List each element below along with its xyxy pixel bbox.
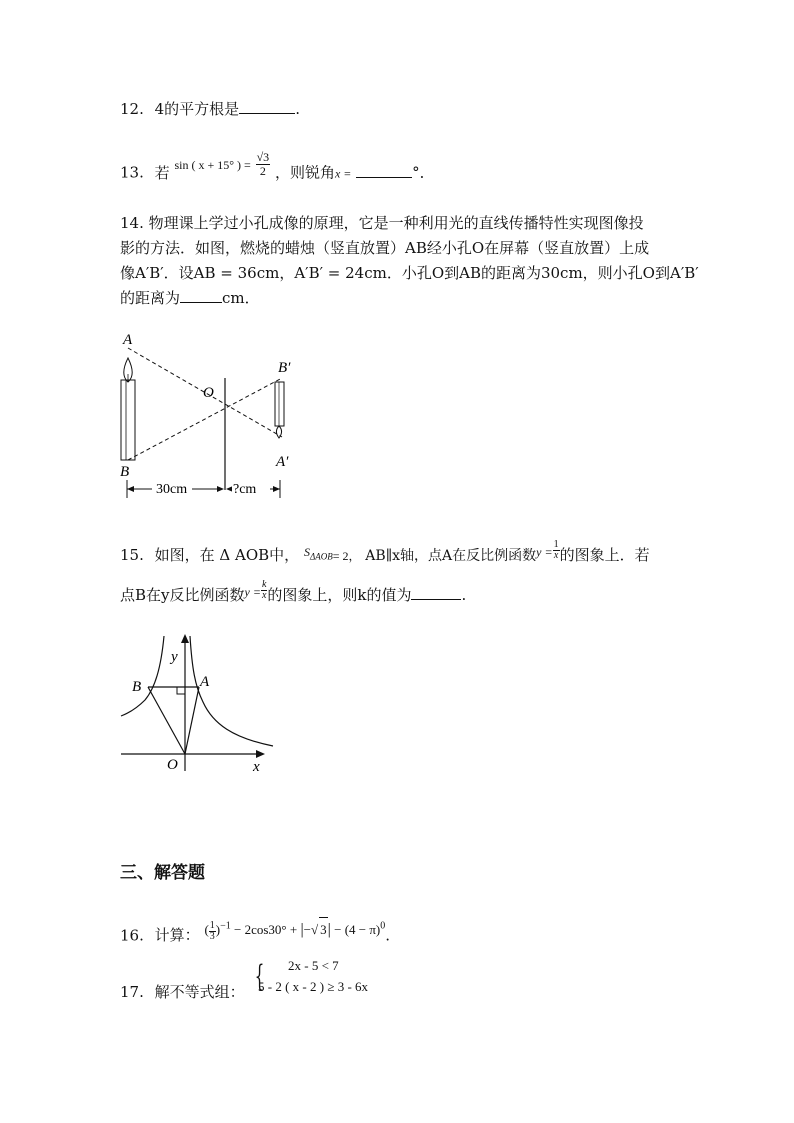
label-origin: O [167,757,178,773]
q14-line-1 [120,211,700,236]
func2-numerator: k [261,578,267,590]
section-heading: 三、解答题 [120,863,205,883]
image-candle [275,382,284,426]
func1-numerator: 1 [553,538,559,550]
area-value: = 2， [332,549,361,563]
fraction-numerator: √3 [256,150,270,164]
label-B-prime: B′ [278,360,291,376]
label-A-prime: A′ [276,454,289,470]
question-text: 4的平方根是 [154,100,240,118]
question-end: . [461,586,467,604]
answer-blank[interactable] [239,99,295,114]
exponent-neg-one: −1 [220,921,231,932]
question-prefix: 计算： [154,926,200,945]
inequality-2: 5 - 2 ( x - 2 ) ≥ 3 - 6x [258,979,369,994]
q15-text-2b: 的图象上，则k的值为 [267,586,412,604]
figure-pinhole-camera [112,330,312,505]
fraction-denominator: 2 [259,164,266,178]
question-end: °． [412,163,435,182]
fraction-one-third [209,921,216,942]
question-15 [120,538,650,572]
q15-parallel-text: AB∥x轴，点A在反比例函数 [365,548,537,564]
label-x-axis: x [253,759,260,775]
func1-fraction [553,540,560,561]
func2-denominator: x [261,589,267,601]
inequality-1: 2x - 5 < 7 [288,958,339,973]
func2-y: y = [244,585,261,599]
q14-line-4 [120,286,700,311]
q14-line-2: 影的方法．如图，燃烧的蜡烛（竖直放置）AB经小孔O在屏幕（竖直放置）上成 [120,239,650,257]
func1-y: y = [536,545,553,559]
q14-line-3: 像A′B′．设AB = 36cm，A′B′ = 24cm．小孔O到AB的距离为30cm，则小孔O到A′B′ [120,264,699,282]
q15-text-1a: 如图，在 Δ AOB中， [154,546,300,564]
fraction-numerator: 1 [209,919,215,931]
curve-y-1-over-x [190,636,273,746]
area-subscript: ΔAOB [309,551,333,562]
figure-reciprocal-graph [115,628,285,778]
expression-part-2: − (4 − π) [334,922,381,938]
question-number: 14. [120,214,144,232]
label-y-axis: y [171,649,178,665]
question-number: 12. [120,100,144,118]
expression: ( $\frac{1}{3}$ )$^{-1}$ − 2cos30° + |−√ $3| - (4 - \pi)^0$ [204,922,385,937]
func1-denominator: x [553,549,559,561]
question-number: 16. [120,926,144,945]
abs-minus: − [303,922,312,938]
question-number: 17. [120,983,144,1001]
label-B: B [120,464,130,480]
candle-body [121,380,135,460]
question-end: . [295,100,300,118]
question-prefix: 解不等式组： [154,983,245,1001]
answer-blank[interactable] [180,288,222,303]
area-S: S [303,545,310,559]
answer-blank[interactable] [356,163,412,178]
right-angle-mark [177,687,185,694]
question-16 [120,921,390,948]
expression-part-1: − 2cos30° + [234,922,298,938]
func2-fraction [261,580,267,601]
dimension-unknown: ?cm [233,482,257,497]
question-17 [120,980,245,1004]
label-O: O [203,385,214,401]
question-12 [120,97,300,121]
label-A: A [123,332,133,348]
exponent-zero: 0 [380,921,386,932]
q15-text-1b: 的图象上．若 [559,546,650,564]
area-symbol [303,545,333,562]
sqrt-three: 3 [319,917,328,942]
question-prefix: 若 [154,163,170,182]
fraction-denominator: 3 [209,930,215,942]
segment-OB [148,687,185,754]
q14-text-1: 物理课上学过小孔成像的原理，它是一种利用光的直线传播特性实现图像投 [148,214,644,232]
question-number: 15. [120,546,144,564]
question-14 [120,211,700,311]
variable-x: x = [334,166,352,181]
q15-text-2a: 点B在y反比例函数 [120,586,245,604]
label-point-A: A [200,674,210,690]
sin-expression: sin ( x + 15° ) = [174,157,251,172]
segment-OA [185,687,199,754]
question-mid: ，则锐角 [274,163,335,182]
answer-blank[interactable] [411,585,461,600]
q14-text-4: 的距离为 [120,289,181,307]
question-13 [120,150,435,187]
question-15-line-2 [120,578,467,608]
q14-unit: cm． [222,289,260,307]
dimension-30cm: 30cm [156,482,188,497]
question-end: . [385,926,391,945]
brace-icon: { [254,959,265,994]
fraction-sqrt3-over-2 [256,151,271,178]
inequality-system [250,958,430,1000]
question-number: 13. [120,163,144,182]
label-point-B: B [132,679,142,695]
